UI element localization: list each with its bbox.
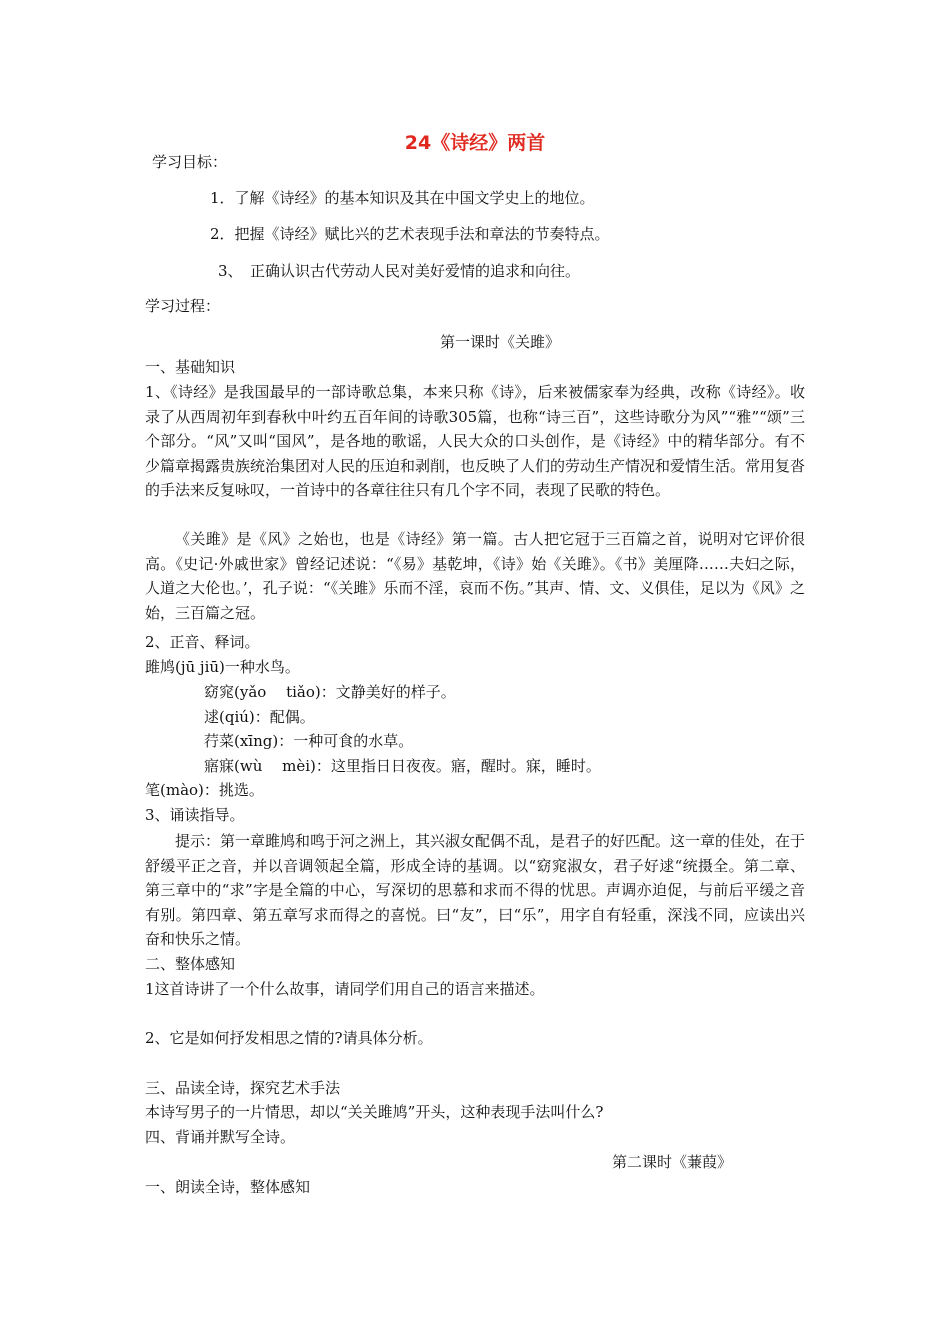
objectives-heading: 学习目标： (152, 153, 228, 171)
section1-heading: 一、基础知识 (145, 358, 236, 376)
objective-item-1: 1．了解《诗经》的基本知识及其在中国文学史上的地位。 (210, 189, 595, 207)
page-title: 24《诗经》两首 (404, 132, 546, 154)
section4-heading: 四、背诵并默写全诗。 (145, 1128, 296, 1146)
glossary-item-3: 逑(qiú)：配偶。 (204, 708, 315, 726)
section3-heading: 三、品读全诗，探究艺术手法 (145, 1079, 341, 1097)
section2-heading: 二、整体感知 (145, 955, 236, 973)
glossary-item-1: 雎鸠(jū jiū)一种水鸟。 (145, 658, 300, 676)
glossary-item-4: 荇菜(xīng)：一种可食的水草。 (204, 732, 414, 750)
reading-guide-paragraph: 提示：第一章雎鸠和鸣于河之洲上，其兴淑女配偶不乱，是君子的好匹配。这一章的佳处，在于舒缓平正之音，并以音调领起全篇，形成全诗的基调。以“窈窕淑女，君子好逑“统摄全。第二章、第三章中的“求”字是全篇的中心，写深切的思慕和求而不得的忧思。声调亦迫促，与前后平缓之音有别。第四章、第五章写求而得之的喜悦。曰“友”，曰“乐”，用字自有轻重，深浅不同，应读出兴奋和快乐之情。 (145, 832, 806, 948)
intro-paragraph: 1、《诗经》是我国最早的一部诗歌总集，本来只称《诗》，后来被儒家奉为经典，改称《诗经》。收录了从西周初年到春秋中叶约五百年间的诗歌305篇，也称“诗三百”，这些诗歌分为风”“雅”“颂”三个部分。“风”又叫“国风”，是各地的歌谣，人民大众的口头创作，是《诗经》中的精华部分。有不少篇章揭露贵族统治集团对人民的压迫和剥削，也反映了人们的劳动生产情况和爱情生活。常用复沓的手法来反复咏叹，一首诗中的各章往往只有几个字不同，表现了民歌的特色。 (145, 383, 806, 499)
pronunciation-heading: 2、正音、释词。 (145, 633, 260, 651)
section3-question: 本诗写男子的一片情思，却以“关关雎鸠”开头，这种表现手法叫什么? (145, 1103, 604, 1121)
question-2: 2、它是如何抒发相思之情的?请具体分析。 (145, 1029, 433, 1047)
objective-item-3: 3、 正确认识古代劳动人民对美好爱情的追求和向往。 (218, 262, 581, 280)
reading-guide-heading: 3、诵读指导。 (145, 806, 245, 824)
lesson2-section1-heading: 一、朗读全诗，整体感知 (145, 1178, 311, 1196)
objective-item-2: 2．把握《诗经》赋比兴的艺术表现手法和章法的节奏特点。 (210, 225, 610, 243)
glossary-item-6: 笔(mào)：挑选。 (145, 781, 264, 799)
process-heading: 学习过程： (145, 297, 221, 315)
guanju-paragraph: 《关雎》是《风》之始也，也是《诗经》第一篇。古人把它冠于三百篇之首，说明对它评价很高。《史记·外戚世家》曾经记述说：“《易》基乾坤，《诗》始《关雎》。《书》美厘降……夫妇之际，人道之大伦也。’，孔子说：“《关雎》乐而不淫，哀而不伤。”其声、情、文、义俱佳，足以为《风》之始，三百篇之冠。 (145, 530, 805, 622)
glossary-item-5: 寤寐(wù mèi)：这里指日日夜夜。寤，醒时。寐，睡时。 (204, 757, 601, 775)
glossary-item-2: 窈窕(yǎo tiǎo)：文静美好的样子。 (204, 683, 456, 701)
lesson2-title: 第二课时《蒹葭》 (612, 1153, 733, 1171)
lesson1-title: 第一课时《关雎》 (440, 333, 561, 351)
question-1: 1这首诗讲了一个什么故事，请同学们用自己的语言来描述。 (145, 980, 545, 998)
